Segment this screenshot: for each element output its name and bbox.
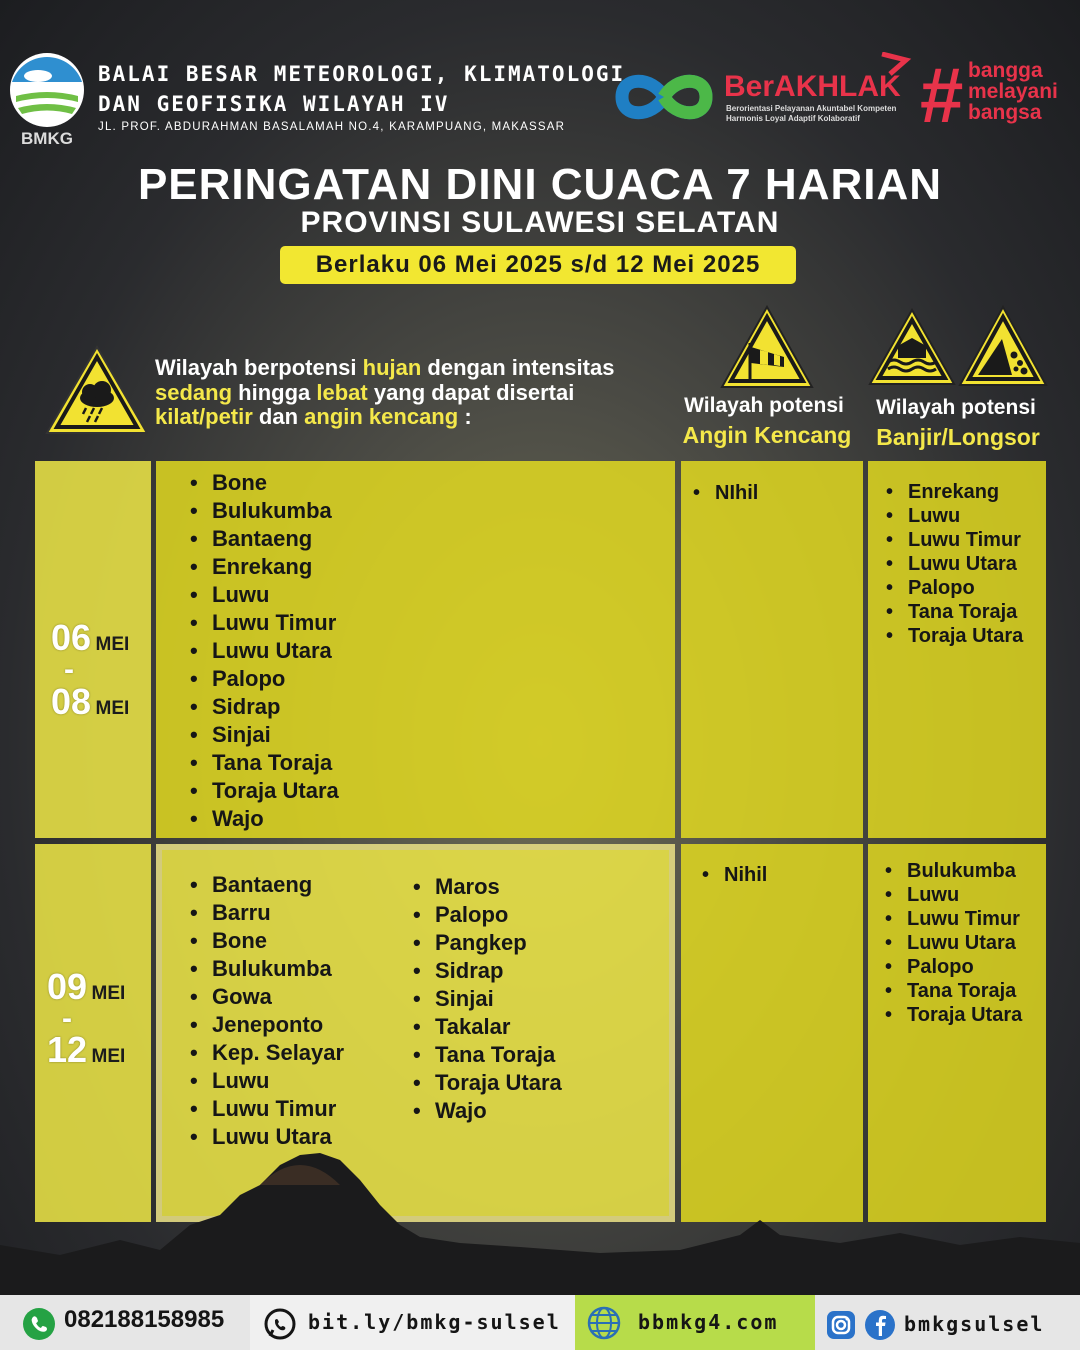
wind-column-label: Wilayah potensi xyxy=(684,394,844,417)
org-address: JL. PROF. ABDURAHMAN BASALAMAH NO.4, KARAMPUANG, MAKASSAR xyxy=(98,121,566,133)
list-item: • Toraja Utara xyxy=(413,1069,562,1097)
list-item: • Tana Toraja xyxy=(190,749,339,777)
footer-social-handle[interactable]: bmkgsulsel xyxy=(904,1312,1045,1336)
list-item: • Toraja Utara xyxy=(886,624,1023,648)
list-item: • Takalar xyxy=(413,1013,562,1041)
flood-column-label: Wilayah potensi xyxy=(876,396,1036,419)
berakhlak-logo: BerAKHLAK xyxy=(724,70,901,103)
list-item: • Luwu Utara xyxy=(190,1123,344,1151)
period-1-end: 08 MEI xyxy=(51,681,130,722)
link-chat-icon xyxy=(262,1306,298,1342)
period-2-rain-list-col2 xyxy=(413,873,562,1125)
tagline: bangga melayani bangsa xyxy=(968,59,1058,124)
bmkg-logo-text: BMKG xyxy=(21,129,73,147)
page-subtitle: PROVINSI SULAWESI SELATAN xyxy=(300,206,780,239)
list-item: • Luwu Timur xyxy=(885,907,1022,931)
list-item: • Enrekang xyxy=(190,553,339,581)
wind-column-title: Angin Kencang xyxy=(682,422,852,448)
list-item: • Bulukumba xyxy=(885,859,1022,883)
list-item: • Luwu Timur xyxy=(190,609,339,637)
berakhlak-values-line2: Harmonis Loyal Adaptif Kolaboratif xyxy=(726,114,860,123)
list-item: • Enrekang xyxy=(886,480,1023,504)
list-item: • Luwu Utara xyxy=(190,637,339,665)
period-1-wind-cell xyxy=(681,461,863,838)
period-1-start: 06 MEI xyxy=(51,617,130,658)
list-item: • Maros xyxy=(413,873,562,901)
period-2-start: 09 MEI xyxy=(47,966,126,1007)
list-item: • Palopo xyxy=(190,665,339,693)
period-2-wind-list xyxy=(702,863,767,887)
list-item: • Wajo xyxy=(190,805,339,833)
list-item: • NIhil xyxy=(693,481,758,505)
globe-icon xyxy=(586,1305,622,1341)
whatsapp-icon xyxy=(22,1307,56,1341)
footer-phone[interactable]: 082188158985 xyxy=(64,1306,225,1333)
period-2-separator: - xyxy=(62,1002,72,1035)
list-item: • Luwu xyxy=(885,883,1022,907)
list-item: • Pangkep xyxy=(413,929,562,957)
page-title: PERINGATAN DINI CUACA 7 HARIAN xyxy=(137,160,943,209)
list-item: • Luwu Timur xyxy=(886,528,1023,552)
list-item: • Sidrap xyxy=(190,693,339,721)
wind-warning-sign-icon xyxy=(720,305,814,389)
list-item: • Palopo xyxy=(886,576,1023,600)
list-item: • Luwu Timur xyxy=(190,1095,344,1123)
list-item: • Tana Toraja xyxy=(885,979,1022,1003)
list-item: • Bone xyxy=(190,469,339,497)
org-name-line2: DAN GEOFISIKA WILAYAH IV xyxy=(98,92,450,116)
period-1-date-cell xyxy=(35,461,151,838)
list-item: • Palopo xyxy=(413,901,562,929)
bmkg-logo xyxy=(8,52,86,147)
period-2-flood-list xyxy=(885,859,1022,1027)
list-item: • Nihil xyxy=(702,863,767,887)
org-name-line1: BALAI BESAR METEOROLOGI, KLIMATOLOGI, xyxy=(98,62,640,86)
period-2-end: 12 MEI xyxy=(47,1029,126,1070)
period-1-separator: - xyxy=(64,653,74,686)
list-item: • Bone xyxy=(190,927,344,955)
rain-warning-sign-icon xyxy=(44,344,150,436)
list-item: • Jeneponto xyxy=(190,1011,344,1039)
list-item: • Sinjai xyxy=(190,721,339,749)
list-item: • Bulukumba xyxy=(190,497,339,525)
list-item: • Wajo xyxy=(413,1097,562,1125)
list-item: • Luwu Utara xyxy=(886,552,1023,576)
list-item: • Luwu xyxy=(190,1067,344,1095)
list-item: • Luwu xyxy=(886,504,1023,528)
instagram-icon xyxy=(826,1310,856,1340)
list-item: • Luwu Utara xyxy=(885,931,1022,955)
list-item: • Bantaeng xyxy=(190,871,344,899)
infinity-logo-icon xyxy=(614,64,714,130)
berakhlak-values-line1: Berorientasi Pelayanan Akuntabel Kompeten xyxy=(726,104,897,113)
period-1-flood-list xyxy=(886,480,1023,648)
list-item: • Toraja Utara xyxy=(885,1003,1022,1027)
list-item: • Tana Toraja xyxy=(886,600,1023,624)
flood-warning-sign-icon xyxy=(868,308,956,386)
period-2-rain-list-col1 xyxy=(190,871,344,1151)
list-item: • Sinjai xyxy=(413,985,562,1013)
period-1-rain-list xyxy=(190,469,339,833)
landslide-warning-sign-icon xyxy=(958,305,1048,387)
period-1-rain-cell xyxy=(156,461,675,838)
validity-banner: Berlaku 06 Mei 2025 s/d 12 Mei 2025 xyxy=(280,246,796,284)
period-1-wind-list xyxy=(693,481,758,505)
list-item: • Toraja Utara xyxy=(190,777,339,805)
list-item: • Bulukumba xyxy=(190,955,344,983)
list-item: • Sidrap xyxy=(413,957,562,985)
berakhlak-chevron-icon xyxy=(876,52,916,78)
list-item: • Luwu xyxy=(190,581,339,609)
list-item: • Kep. Selayar xyxy=(190,1039,344,1067)
footer-website[interactable]: bbmkg4.com xyxy=(638,1310,779,1334)
facebook-icon xyxy=(864,1309,896,1341)
period-1-flood-cell xyxy=(868,461,1046,838)
list-item: • Bantaeng xyxy=(190,525,339,553)
intro-text: Wilayah berpotensi hujan dengan intensitas sedang hingga lebat yang dapat disertai kilat/petir dan angin kencang : xyxy=(155,355,615,429)
list-item: • Barru xyxy=(190,899,344,927)
flood-column-title: Banjir/Longsor xyxy=(876,424,1040,450)
footer-link[interactable]: bit.ly/bmkg-sulsel xyxy=(308,1310,561,1334)
hashtag-icon: # xyxy=(920,51,964,139)
list-item: • Palopo xyxy=(885,955,1022,979)
list-item: • Tana Toraja xyxy=(413,1041,562,1069)
city-skyline-silhouette xyxy=(0,1125,1080,1295)
list-item: • Gowa xyxy=(190,983,344,1011)
